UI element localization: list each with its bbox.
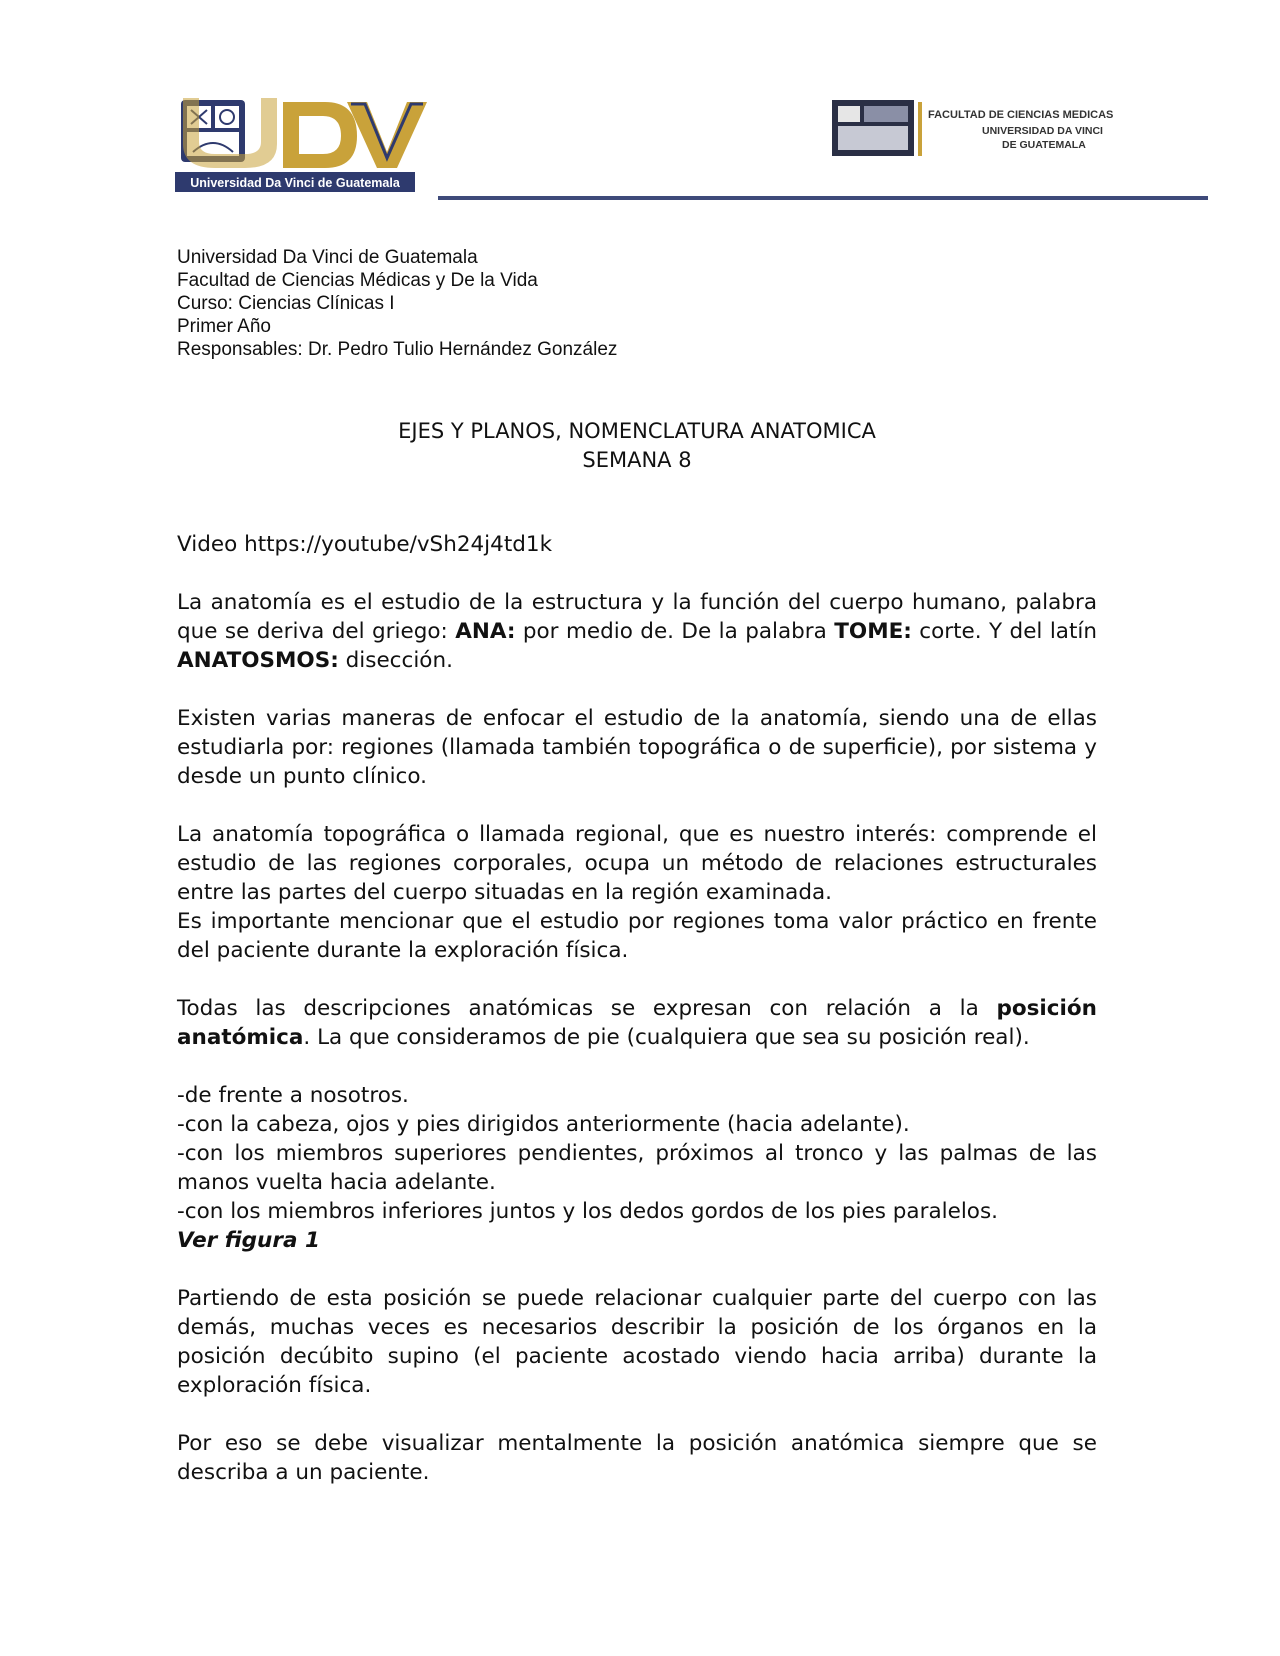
faculty-logo-line3: DE GUATEMALA — [1002, 139, 1086, 151]
document-title — [177, 417, 1097, 475]
text-run: corte. Y del latín — [911, 619, 1098, 644]
list-item: -con la cabeza, ojos y pies dirigidos anteriormente (hacia adelante). — [177, 1112, 910, 1137]
text-run: . La que consideramos de pie (cualquiera que sea su posición real). — [303, 1025, 1030, 1050]
bold-term-posicion: posición anatómica — [177, 996, 1097, 1050]
paragraph-regional-importance: Es importante mencionar que el estudio por regiones toma valor práctico en frente del paciente durante la exploración física. — [177, 909, 1097, 963]
title-line-2: SEMANA 8 — [582, 448, 692, 472]
title-line-1: EJES Y PLANOS, NOMENCLATURA ANATOMICA — [398, 419, 876, 443]
video-link[interactable]: Video https://youtube/vSh24j4td1k — [177, 532, 553, 557]
paragraph-topographic: La anatomía topográfica o llamada regional, que es nuestro interés: comprende el estudio de las regiones corporales, ocupa un método de relaciones estructurales entre las partes del cuerpo situadas en la región examinada. — [177, 822, 1097, 905]
paragraph-supine: Partiendo de esta posición se puede relacionar cualquier parte del cuerpo con las demás, muchas veces es necesarios describir la posición de los órganos en la posición decúbito supino (el paciente acostado viendo hacia arriba) durante la exploración física. — [177, 1286, 1097, 1398]
faculty-logo — [832, 98, 1202, 162]
bold-term-anatosmos: ANATOSMOS: — [177, 648, 339, 673]
header-rule — [438, 196, 1208, 200]
faculty-logo-line1: FACULTAD DE CIENCIAS MEDICAS — [928, 109, 1114, 121]
text-run: La anatomía es el estudio de la estructura y la función del cuerpo humano, palabra que se deriva del griego: — [177, 590, 1097, 644]
course-name: Curso: Ciencias Clínicas I — [177, 293, 395, 314]
figure-reference: Ver figura 1 — [177, 1228, 320, 1253]
list-item: -con los miembros inferiores juntos y los dedos gordos de los pies paralelos. — [177, 1199, 998, 1224]
paragraph-approaches: Existen varias maneras de enfocar el estudio de la anatomía, siendo una de ellas estudiarla por: regiones (llamada también topográfica o de superficie), por sistema y desde un punto clínico. — [177, 706, 1097, 789]
text-run: Todas las descripciones anatómicas se expresan con relación a la — [177, 996, 997, 1021]
text-run: disección. — [338, 648, 453, 673]
udv-logo — [175, 96, 435, 196]
paragraph-anatomical-position — [177, 994, 1097, 1052]
bold-term-ana: ANA: — [455, 619, 516, 644]
list-item: -de frente a nosotros. — [177, 1083, 409, 1108]
faculty-name: Facultad de Ciencias Médicas y De la Vida — [177, 270, 538, 291]
university-name: Universidad Da Vinci de Guatemala — [177, 247, 478, 268]
list-item: -con los miembros superiores pendientes, próximos al tronco y las palmas de las manos vuelta hacia adelante. — [177, 1141, 1097, 1195]
document-body — [177, 530, 1097, 1487]
institution-info — [177, 246, 617, 361]
faculty-crest-icon — [832, 100, 922, 156]
text-run: por medio de. De la palabra — [515, 619, 835, 644]
logo-caption: Universidad Da Vinci de Guatemala — [190, 176, 400, 190]
paragraph-conclusion: Por eso se debe visualizar mentalmente la posición anatómica siempre que se describa a un paciente. — [177, 1431, 1097, 1485]
year-label: Primer Año — [177, 316, 271, 337]
paragraph-definition — [177, 588, 1097, 675]
responsible-label: Responsables: Dr. Pedro Tulio Hernández González — [177, 339, 618, 360]
faculty-logo-line2: UNIVERSIDAD DA VINCI — [982, 125, 1103, 137]
bold-term-tome: TOME: — [834, 619, 912, 644]
